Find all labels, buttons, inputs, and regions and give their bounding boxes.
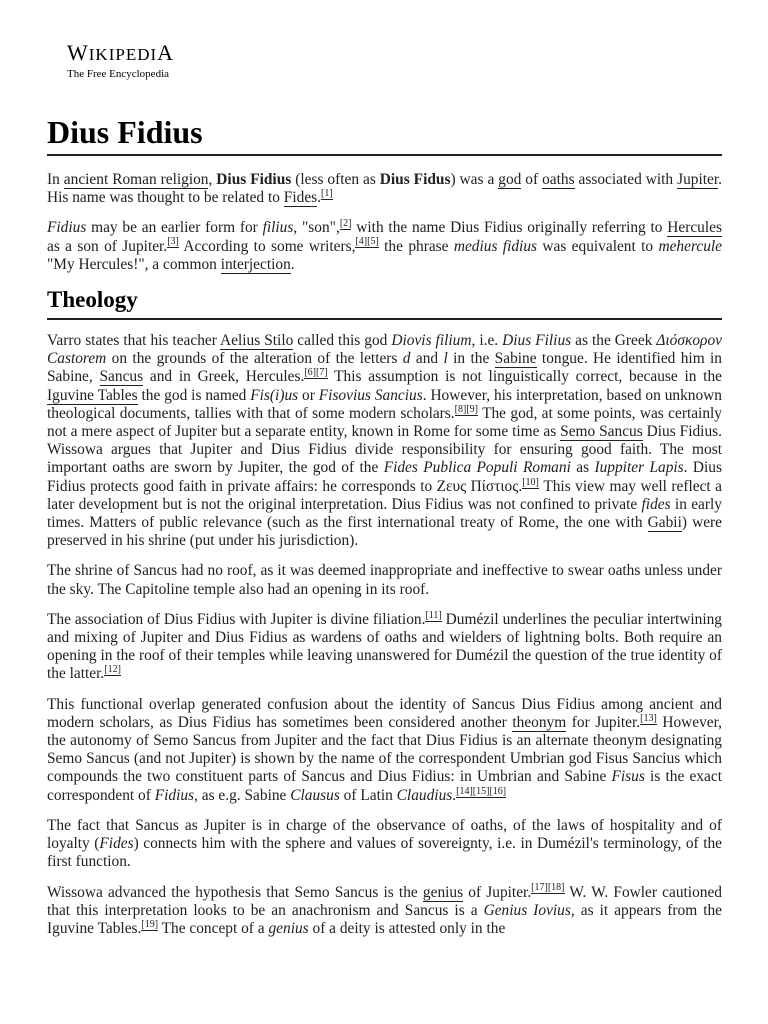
- intro-paragraph-1: In ancient Roman religion, Dius Fidius (less often as Dius Fidus) was a god of oaths associated with Jupiter. His name was thought to be related to Fides.[1]: [47, 171, 722, 207]
- citation-5[interactable]: [5]: [367, 236, 379, 248]
- link-genius[interactable]: genius: [422, 883, 464, 901]
- article-content: [47, 171, 722, 950]
- link-theonym[interactable]: theonym: [512, 713, 567, 731]
- citation-1[interactable]: [1]: [321, 188, 333, 200]
- citation-16[interactable]: [16]: [489, 785, 507, 797]
- citation-7[interactable]: [7]: [315, 367, 328, 379]
- section-heading-theology: Theology: [47, 286, 722, 320]
- theology-paragraph-4: This functional overlap generated confusion about the identity of Sancus Dius Fidius among ancient and modern scholars, as Dius Fidius has sometimes been considered another theonym for Jupiter.[13] However, the autonomy of Semo Sancus from Jupiter and the fact that Dius Fidius is an alternate theonym designating Semo Sancus (and not Jupiter) is shown by the name of the correspondent Umbrian god Fisus Sancius which compounds the two constituent parts of Sancus and Dius Fidius: in Umbrian and Sabine Fisus is the exact correspondent of Fidius, as e.g. Sabine Clausus of Latin Claudius.[14][15][16]: [47, 695, 722, 804]
- link-sabine[interactable]: Sabine: [494, 350, 537, 368]
- link-gabii[interactable]: Gabii: [647, 514, 682, 532]
- theology-paragraph-2: The shrine of Sancus had no roof, as it was deemed inappropriate and ineffective to swear oaths unless under the sky. The Capitoline temple also had an opening in its roof.: [47, 562, 722, 598]
- logo-wordmark: WIKIPEDIA: [67, 40, 175, 65]
- link-hercules[interactable]: Hercules: [667, 219, 722, 237]
- citation-17[interactable]: [17]: [531, 882, 548, 894]
- theology-paragraph-5: The fact that Sancus as Jupiter is in charge of the observance of oaths, of the laws of hospitality and of loyalty (Fides) connects him with the sphere and values of sovereignty, i.e. in Dumézil's terminology, of the first function.: [47, 816, 722, 871]
- citation-14[interactable]: [14]: [456, 785, 473, 797]
- link-sancus[interactable]: Sancus: [99, 368, 144, 386]
- citation-4[interactable]: [4]: [355, 236, 368, 248]
- citation-8[interactable]: [8]: [454, 403, 467, 415]
- theology-paragraph-6: Wissowa advanced the hypothesis that Semo Sancus is the genius of Jupiter.[17][18] W. W. Fowler cautioned that this interpretation looks to be an anachronism and Sancus is a Genius Iovius, as it appears from the Iguvine Tables.[19] The concept of a genius of a deity is attested only in the: [47, 882, 723, 937]
- link-interjection[interactable]: interjection: [220, 255, 291, 273]
- citation-13[interactable]: [13]: [640, 712, 657, 724]
- wikipedia-logo[interactable]: [67, 42, 174, 80]
- theology-paragraph-1: Varro states that his teacher Aelius Stilo called this god Diovis filium, i.e. Dius Filius as the Greek Διόσκορον Castorem on the grounds of the alteration of the letters d and l in the Sabine tongue. He identified him in Sabine, Sancus and in Greek, Hercules.[6][7] This assumption is not linguistically correct, because in the Iguvine Tables the god is named Fis(i)us or Fisovius Sancius. However, his interpretation, based on unknown theological documents, tallies with that of some modern scholars.[8][9] The god, at some points, was certainly not a mere aspect of Jupiter but a separate entity, known in Rome for some time as Semo Sancus Dius Fidius. Wissowa argues that Jupiter and Dius Fidius divide responsibility for ensuring good faith. The most important oaths are sworn by Jupiter, the god of the Fides Publica Populi Romani as Iuppiter Lapis. Dius Fidius protects good faith in private affairs: he corresponds to Ζευς Πίστιος.[10] This view may well reflect a later development but is not the original interpretation. Dius Fidius was not confined to private fides in early times. Matters of public relevance (such as the first international treaty of Rome, the one with Gabii) were preserved in his shrine (put under his jurisdiction).: [47, 332, 723, 550]
- citation-6[interactable]: [6]: [304, 367, 316, 379]
- link-aelius-stilo[interactable]: Aelius Stilo: [220, 332, 294, 350]
- theology-paragraph-3: The association of Dius Fidius with Jupiter is divine filiation.[11] Dumézil underlines the peculiar intertwining and mixing of Jupiter and Dius Fidius as wardens of oaths and wielders of lightning bolts. Both require an opening in the roof of their temples while leaving unanswered for Dumézil the question of the true identity of the latter.[12]: [47, 609, 722, 683]
- citation-19[interactable]: [19]: [141, 918, 159, 930]
- link-ancient-roman-religion[interactable]: ancient Roman religion: [63, 171, 209, 188]
- link-jupiter[interactable]: Jupiter: [677, 171, 719, 188]
- citation-12[interactable]: [12]: [104, 664, 121, 676]
- page-title: Dius Fidius: [47, 112, 722, 156]
- citation-10[interactable]: [10]: [522, 476, 539, 488]
- link-fides[interactable]: Fides: [283, 189, 318, 207]
- logo-tagline: The Free Encyclopedia: [67, 68, 170, 80]
- link-semo-sancus[interactable]: Semo Sancus: [560, 423, 643, 441]
- citation-15[interactable]: [15]: [472, 785, 490, 797]
- citation-2[interactable]: [2]: [339, 218, 352, 230]
- citation-9[interactable]: [9]: [466, 403, 478, 415]
- citation-18[interactable]: [18]: [547, 882, 565, 894]
- citation-3[interactable]: [3]: [167, 236, 179, 248]
- link-oaths[interactable]: oaths: [542, 171, 575, 188]
- link-iguvine-tables[interactable]: Iguvine Tables: [47, 386, 138, 404]
- intro-paragraph-2: Fidius may be an earlier form for filius, "son",[2] with the name Dius Fidius originally referring to Hercules as a son of Jupiter.[3] According to some writers,[4][5] the phrase medius fidius was equivalent to mehercule "My Hercules!", a common interjection.: [47, 218, 722, 273]
- link-god[interactable]: god: [498, 171, 522, 188]
- citation-11[interactable]: [11]: [425, 609, 442, 621]
